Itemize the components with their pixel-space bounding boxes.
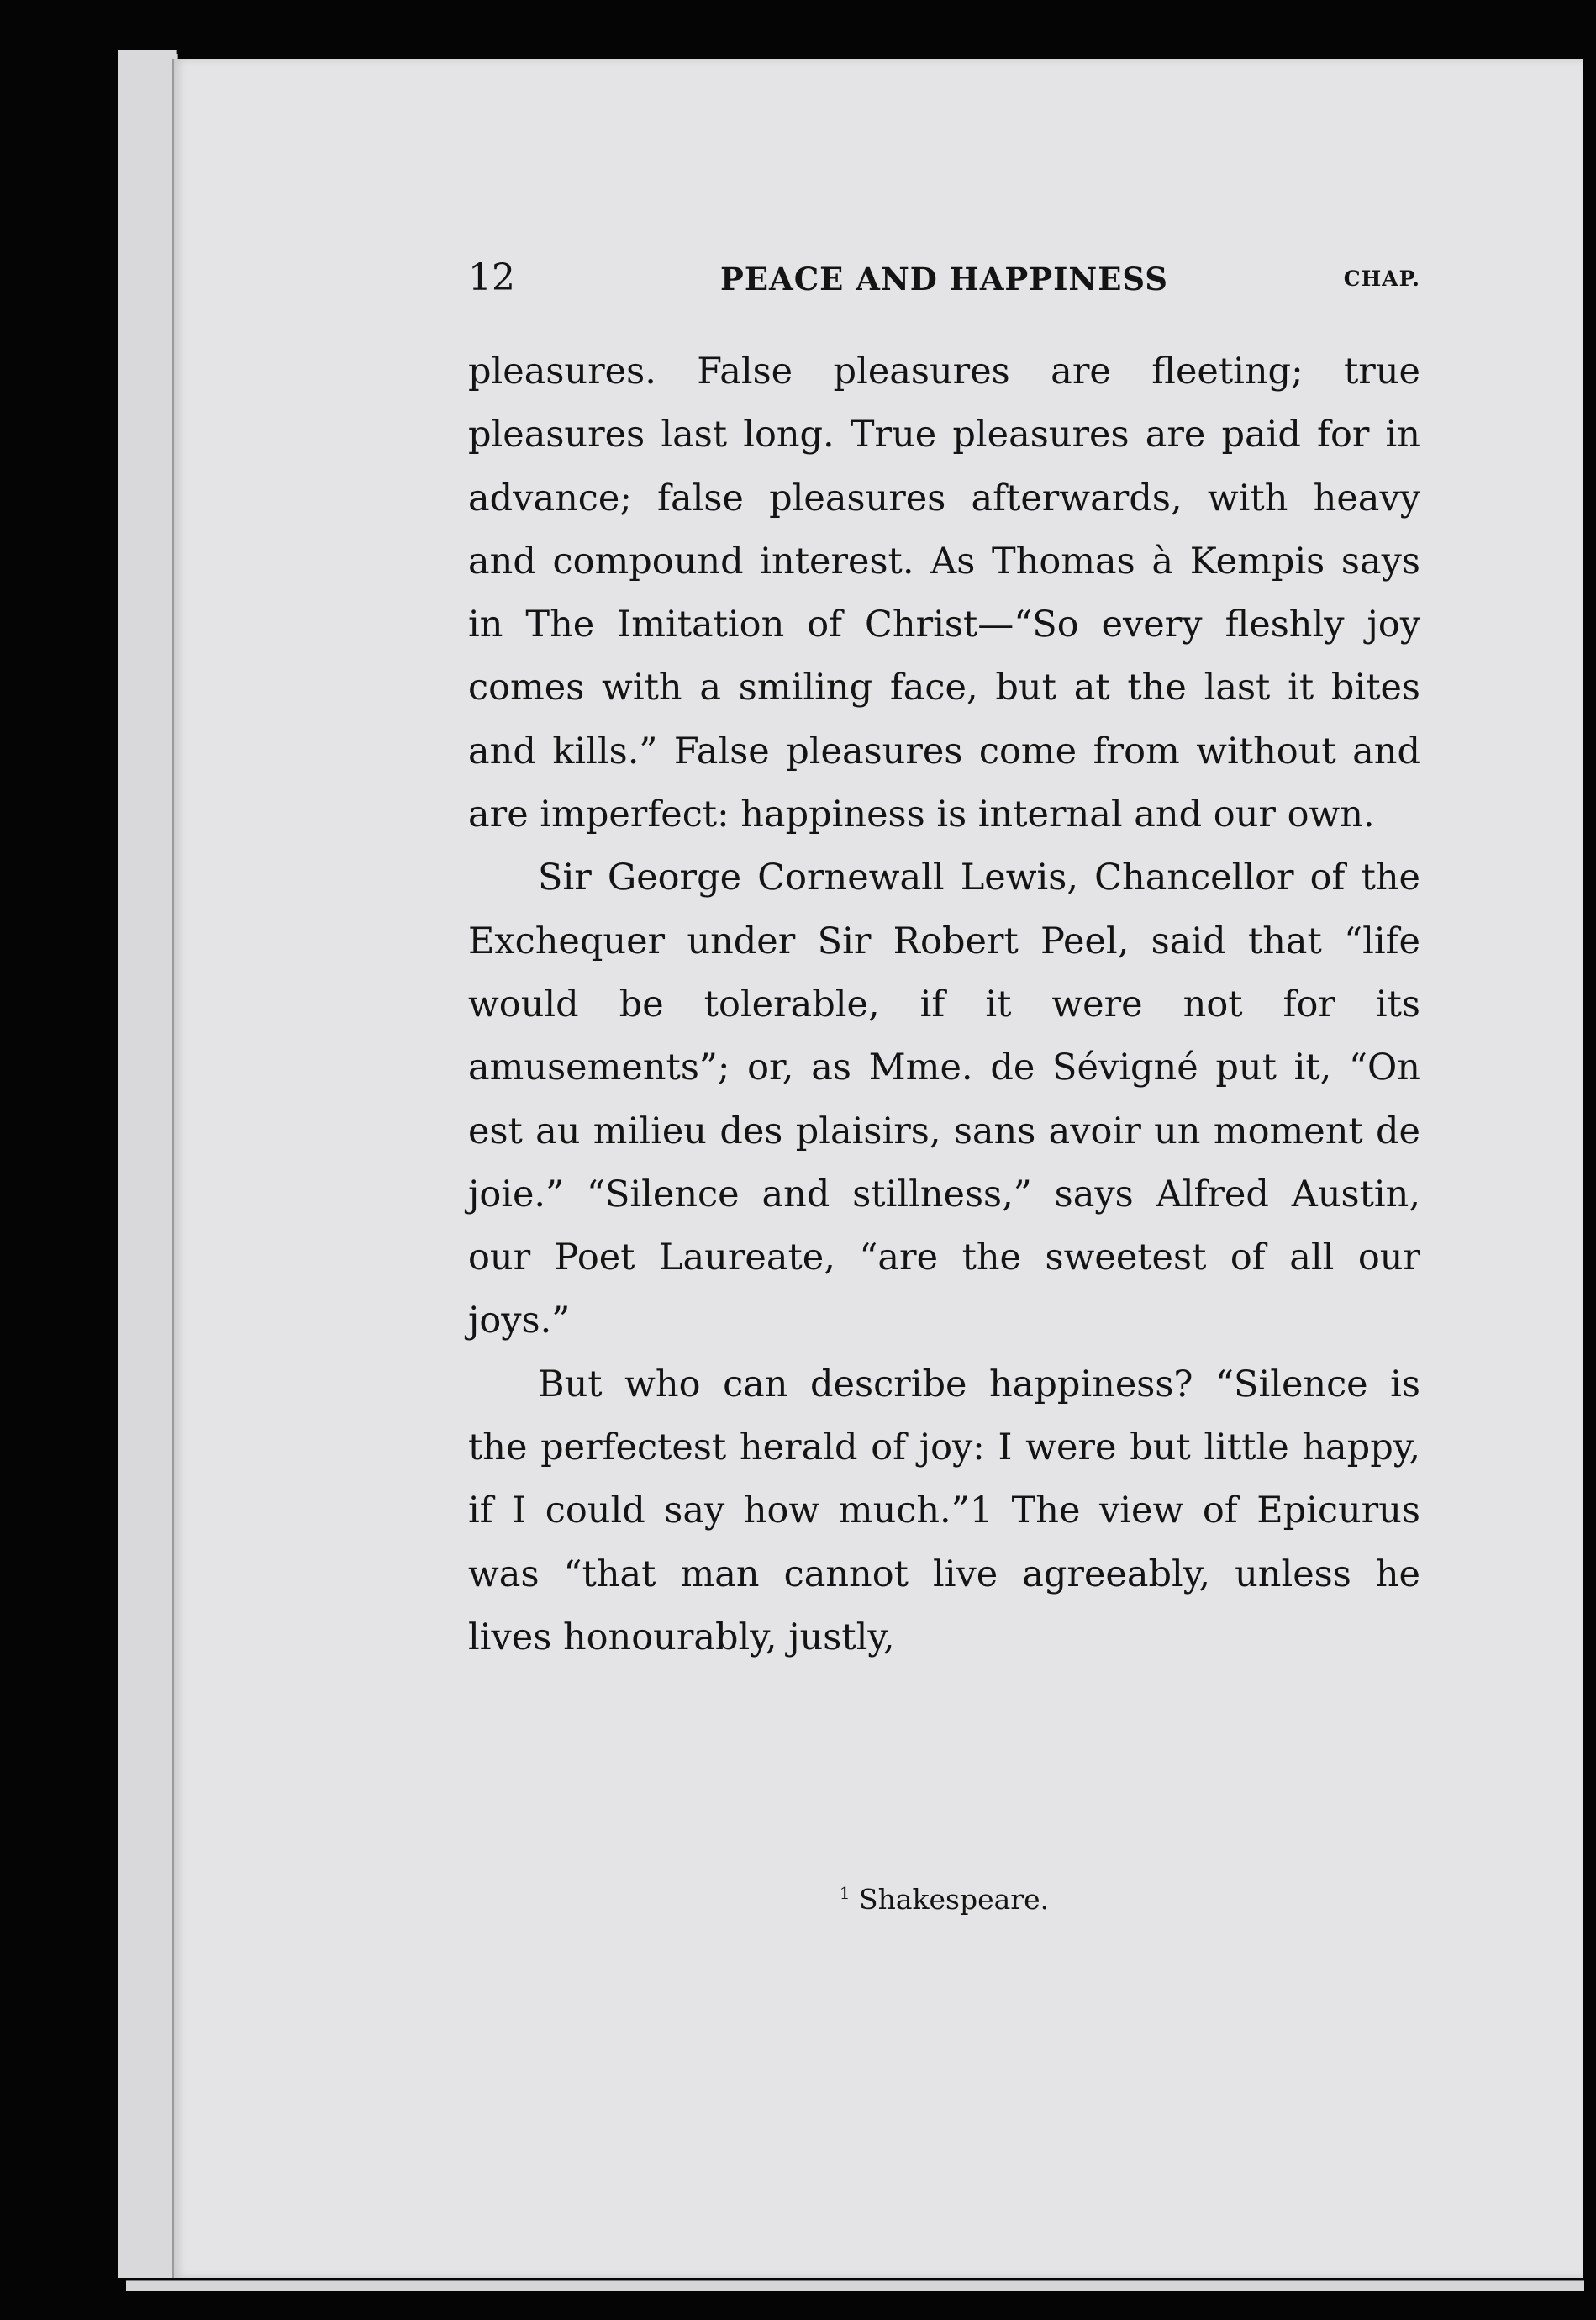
footnote-marker: 1 (839, 1884, 851, 1903)
paragraph: Sir George Cornewall Lewis, Chancellor of the Exchequer under Sir Robert Peel, said that “life would be tolerable, if it were not for its amusements”; or, as Mme. de Sévigné put it, “On est au milieu des plaisirs, sans avoir un moment de joie.” “Silence and stillness,” says Alfred Austin, our Poet Laureate, “are the sweetest of all our joys.” (468, 857, 1420, 1342)
chapter-label: CHAP. (1343, 266, 1420, 291)
running-title: PEACE AND HAPPINESS (720, 261, 1169, 298)
paragraph: pleasures. False pleasures are fleeting; true pleasures last long. True pleasures are paid for in advance; false pleasures afterwards, with heavy and compound interest. As Thomas à Kempis says in The Imitation of Christ—“So every fleshly joy comes with a smiling face, but at the last it bites and kills.” False pleasures come from without and are imperfect: happiness is internal and our own. (468, 351, 1420, 836)
running-header (468, 256, 1420, 307)
footnote (468, 1883, 1420, 1916)
page-number: 12 (468, 256, 515, 299)
paragraph: But who can describe happiness? “Silence is the perfectest herald of joy: I were but little happy, if I could say how much.”1 The view of Epicurus was “that man cannot live agreeably, unless he lives honourably, justly, (468, 1363, 1420, 1658)
body-text (468, 340, 1420, 1669)
footnote-text: Shakespeare. (858, 1883, 1050, 1916)
page-bottom-edge (126, 2280, 1584, 2291)
